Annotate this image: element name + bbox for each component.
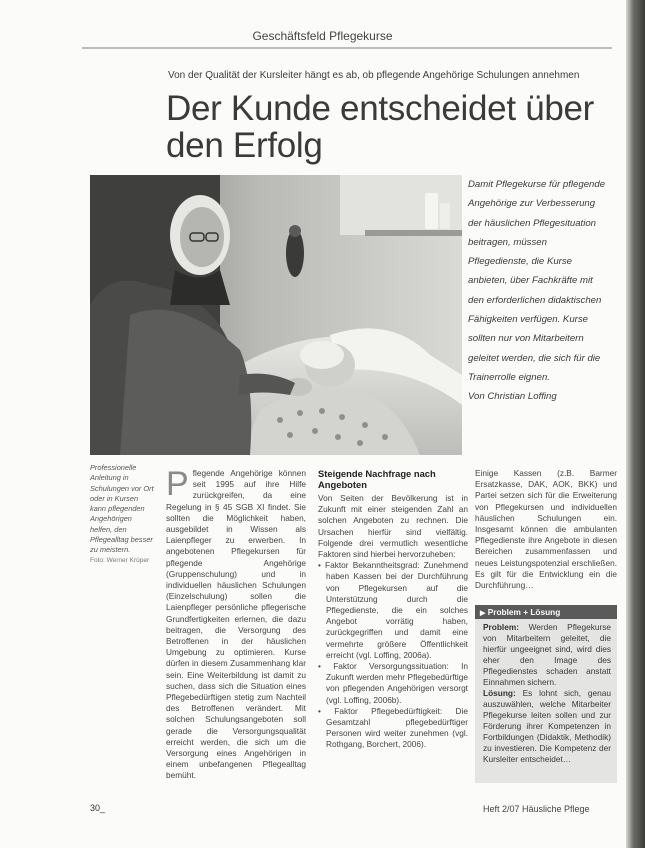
problem-solution-box <box>475 605 617 783</box>
text-column-3 <box>475 468 617 591</box>
box-header <box>475 605 617 619</box>
problem-label: Problem: <box>483 622 519 632</box>
article-intro <box>468 175 608 407</box>
problem-text: Werden Pflegekurse von Mitarbeitern geleitet, die hierfür ungeeignet sind, wird dies eher den Image des Pflegedienstes schaden anstatt Einnahmen sichern. <box>483 622 611 687</box>
column-3-text: Einige Kassen (z.B. Barmer Ersatzkasse, DAK, AOK, BKK) und Partei setzen sich für die Erweiterung von Pflegekursen und individuellen häuslichen Schulungen ein. Insgesamt können die ambulanten Pflegedienste ihre Angebote in diesen Bereichen zusammenfassen und neues Leistungspotenzial erschließen. Es gilt für die Entwicklung ein die Durchführung… <box>475 468 617 591</box>
author-byline: Von Christian Loffing <box>468 391 557 403</box>
section-rubric: Geschäftsfeld Pflegekurse <box>252 29 393 43</box>
header-rule <box>82 47 612 49</box>
title-line-1: Der Kunde entscheidet über <box>166 89 595 128</box>
column-1-text: flegende Angehörige können seit 1995 auf ihre Hilfe zurückgreifen, da eine Regelung in § 45 SGB XI findet. Sie sollten die Möglichkeit haben, ausgebildet in Wissen als Laienpfleger zu erwerben. In angebotenen Pflegekursen für pflegende Angehörige (Gruppenschulung) und in individuellen häuslichen Schulungen (Einzelschulung) sollen die Laienpfleger persönliche pflegerische Grundfertigkeiten erlernen, die dazu beitragen, die Versorgung des Betroffenen in der häuslichen Umgebung zu optimieren. Kurse dürfen in diesem Zusammenhang klar sein. Eine Weiterbildung ist damit zu suchen, dass sich die Situation eines Pflegebedürftigen stetig zum Nachteil des Betroffenen verändert. Mit solchen Schulungsangeboten soll gerade die Versorgungsqualität erreicht werden, die sich um die Versorgung eines Angehörigen in einem unbefangenen Pflegealltag bemüht. <box>166 468 306 781</box>
factor-list <box>318 560 468 750</box>
factor-item: • Faktor Pflegebedürftigkeit: Die Gesamtzahl pflegebedürftiger Personen wird weiter zunehmen (vgl. Rothgang, Borchert, 2006). <box>318 706 468 751</box>
drop-cap: P <box>166 465 189 503</box>
box-body <box>475 619 617 765</box>
kicker-line: Von der Qualität der Kursleiter hängt es ab, ob pflegende Angehörige Schulungen annehmen <box>168 70 580 81</box>
text-column-1 <box>166 465 306 782</box>
text-column-2 <box>318 468 468 751</box>
photo-caption <box>90 463 154 566</box>
triangle-icon: ▶ <box>480 610 486 617</box>
factor-item: • Faktor Bekanntheitsgrad: Zunehmend haben Kassen bei der Durchführung von Pflegekursen auf die Unterstützung durch die Pflegedienste, die ein solches Angebot vorrätig haben, zurückgegriffen und damit eine vermehrte größere Öffentlichkeit erreicht (vgl. Loffing, 2006a). <box>318 560 468 661</box>
photo-credit: Foto: Werner Krüper <box>90 556 150 564</box>
photo-nurse-and-patient <box>90 175 462 455</box>
solution-label: Lösung: <box>483 688 516 698</box>
title-line-2: den Erfolg <box>166 126 323 165</box>
box-heading: Problem + Lösung <box>487 607 561 617</box>
page-edge-shadow <box>626 0 645 848</box>
column-2-intro: Von Seiten der Bevölkerung ist in Zukunft mit einer steigenden Zahl an solchen Angeboten zu rechnen. Die Ursachen hierfür sind vielfältig. Folgende drei vermutlich wesentliche Faktoren sind hierbei hervorzuheben: <box>318 493 468 560</box>
caption-text: Professionelle Anleitung in Schulungen vor Ort oder in Kursen kann pflegenden Angehörigen helfen, den Pflegealltag besser zu meistern. <box>90 463 154 555</box>
intro-text: Damit Pflegekurse für pflegende Angehörige zur Verbesserung der häuslichen Pflegesituation beitragen, müssen Pflegedienste, die Kurse anbieten, über Fachkräfte mit den erforderlichen didaktischen Fähigkeiten verfügen. Kurse sollten nur von Mitarbeitern geleitet werden, die sich für die Trainerrolle eignen. <box>468 179 606 383</box>
page-number: 30_ <box>90 803 106 813</box>
article-title <box>166 90 594 164</box>
factor-item: • Faktor Versorgungssituation: In Zukunft werden mehr Pflegebedürftige von pflegenden Angehörigen versorgt (vgl. Loffing, 2006b). <box>318 661 468 706</box>
subheading: Steigende Nachfrage nach Angeboten <box>318 468 436 490</box>
issue-footer: Heft 2/07 Häusliche Pflege <box>483 804 590 814</box>
solution-text: Es lohnt sich, genau auszuwählen, welche Mitarbeiter Pflegekurse leiten sollen und zur Förderung ihrer Kompetenzen in Fortbildungen (Didaktik, Methodik) zu investieren. Die Kompetenz der Kursleiter entscheidet… <box>483 688 611 764</box>
article-photo <box>90 175 462 455</box>
